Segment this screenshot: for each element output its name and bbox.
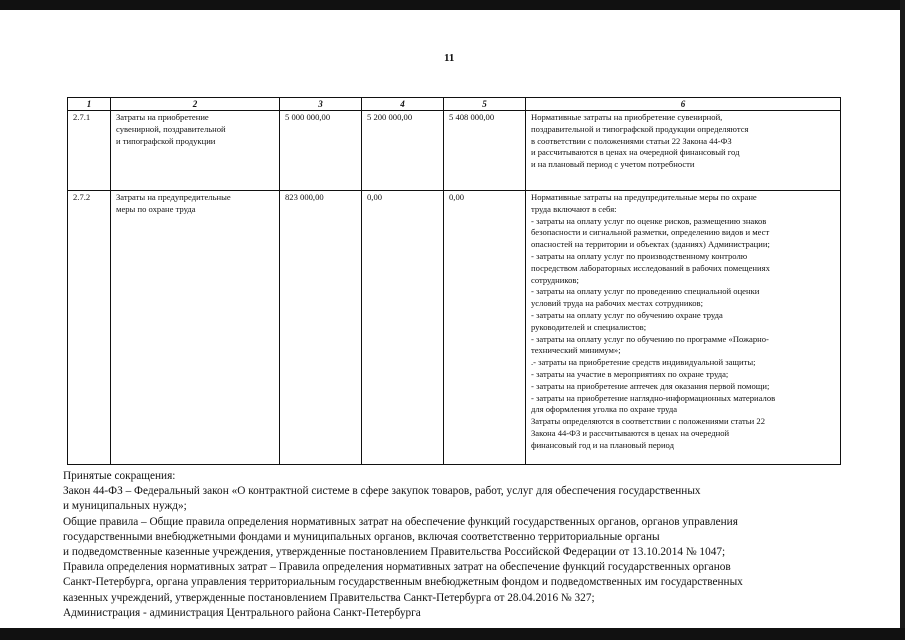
description-line: Нормативные затраты на приобретение сувенирной, bbox=[531, 112, 723, 122]
column-header: 1 bbox=[68, 98, 111, 111]
description-line: финансовый год и на плановый период bbox=[531, 439, 674, 450]
description-line: руководителей и специалистов; bbox=[531, 321, 647, 332]
table-row bbox=[68, 191, 841, 465]
row-name bbox=[111, 191, 280, 465]
scan-border-bottom bbox=[0, 628, 905, 640]
abbreviation-line: государственными внебюджетными фондами и муниципальных органов, включая соответственно территориальные органы bbox=[63, 530, 660, 543]
abbreviations-heading: Принятые сокращения: bbox=[63, 470, 176, 482]
row-description bbox=[526, 191, 841, 465]
description-line: опасностей на территории и объектах (зданиях) Администрации; bbox=[531, 239, 770, 250]
name-line: Затраты на предупредительные bbox=[116, 192, 231, 202]
description-line: и рассчитываются в ценах на очередной финансовый год bbox=[531, 147, 740, 158]
name-line: и типографской продукции bbox=[116, 135, 216, 146]
column-header: 3 bbox=[280, 98, 362, 111]
column-header: 2 bbox=[111, 98, 280, 111]
abbreviation-line: Правила определения нормативных затрат – Правила определения нормативных затрат на обеспечение функций государственных органов bbox=[63, 561, 731, 574]
description-line: - затраты на оплату услуг по обучению по программе «Пожарно- bbox=[531, 333, 769, 344]
value-col5: 0,00 bbox=[444, 191, 526, 465]
description-line: - затраты на участие в мероприятиях по охране труда; bbox=[531, 368, 729, 379]
description-line: - затраты на приобретение наглядно-информационных материалов bbox=[531, 392, 776, 403]
description-line: и на плановый период с учетом потребности bbox=[531, 159, 695, 170]
description-line: технический минимум»; bbox=[531, 345, 621, 356]
abbreviation-line: Закон 44-ФЗ – Федеральный закон «О контрактной системе в сфере закупок товаров, работ, услуг для обеспечения государственных bbox=[63, 485, 701, 498]
abbreviation-line: Администрация - администрация Центрального района Санкт-Петербурга bbox=[63, 606, 421, 619]
abbreviation-line: и подведомственные казенные учреждения, утвержденные постановлением Правительства Российской Федерации от 13.10.2014 № 1047; bbox=[63, 546, 726, 559]
table-header-row bbox=[68, 98, 841, 111]
description-line: для оформления уголка по охране труда bbox=[531, 404, 678, 415]
scan-border-right bbox=[900, 0, 905, 640]
value-col3: 823 000,00 bbox=[280, 191, 362, 465]
cost-table bbox=[67, 97, 841, 465]
description-line: Закона 44-ФЗ и рассчитываются в ценах на очередной bbox=[531, 427, 730, 438]
row-name bbox=[111, 111, 280, 191]
description-line: в соответствии с положениями статьи 22 Закона 44-ФЗ bbox=[531, 135, 732, 146]
abbreviation-line: Санкт-Петербурга, органа управления территориальным государственным внебюджетным фондом и подведомственных им государственных bbox=[63, 576, 743, 589]
description-line: - затраты на оплату услуг по проведению специальной оценки bbox=[531, 286, 760, 297]
description-line: условий труда на рабочих местах сотрудников; bbox=[531, 298, 703, 309]
column-header: 5 bbox=[444, 98, 526, 111]
scan-border-top bbox=[0, 0, 905, 10]
description-line: безопасности и сигнальной разметки, определению видов и мест bbox=[531, 227, 770, 238]
description-line: Затраты определяются в соответствии с положениями статьи 22 bbox=[531, 416, 766, 427]
abbreviations-section bbox=[63, 469, 853, 621]
description-line: .- затраты на приобретение средств индивидуальной защиты; bbox=[531, 357, 756, 368]
table-row bbox=[68, 111, 841, 191]
name-line: меры по охране труда bbox=[116, 203, 196, 214]
value-col4: 0,00 bbox=[362, 191, 444, 465]
row-code: 2.7.2 bbox=[68, 191, 111, 465]
description-line: - затраты на оплату услуг по оценке рисков, размещению знаков bbox=[531, 215, 767, 226]
abbreviation-line: казенных учреждений, утвержденные постановлением Правительства Санкт-Петербурга от 28.04.2016 № 327; bbox=[63, 591, 595, 604]
description-line: - затраты на оплату услуг по обучению охране труда bbox=[531, 309, 723, 320]
description-line: Нормативные затраты на предупредительные меры по охране bbox=[531, 192, 757, 202]
description-line: поздравительной и типографской продукции определяются bbox=[531, 123, 749, 134]
description-line: сотрудников; bbox=[531, 274, 579, 285]
description-line: посредством лабораторных исследований в рабочих помещениях bbox=[531, 262, 770, 273]
value-col4: 5 200 000,00 bbox=[362, 111, 444, 191]
value-col5: 5 408 000,00 bbox=[444, 111, 526, 191]
abbreviation-line: и муниципальных нужд»; bbox=[63, 500, 187, 513]
description-line: труда включают в себя: bbox=[531, 203, 617, 214]
column-header: 4 bbox=[362, 98, 444, 111]
column-header: 6 bbox=[526, 98, 841, 111]
description-line: - затраты на оплату услуг по производственному контролю bbox=[531, 250, 748, 261]
row-description bbox=[526, 111, 841, 191]
page-number: 11 bbox=[444, 52, 455, 64]
abbreviation-line: Общие правила – Общие правила определения нормативных затрат на обеспечение функций государственных органов, органов управления bbox=[63, 515, 738, 528]
name-line: Затраты на приобретение bbox=[116, 112, 209, 122]
description-line: - затраты на приобретение аптечек для оказания первой помощи; bbox=[531, 380, 770, 391]
row-code: 2.7.1 bbox=[68, 111, 111, 191]
value-col3: 5 000 000,00 bbox=[280, 111, 362, 191]
name-line: сувенирной, поздравительной bbox=[116, 123, 226, 134]
